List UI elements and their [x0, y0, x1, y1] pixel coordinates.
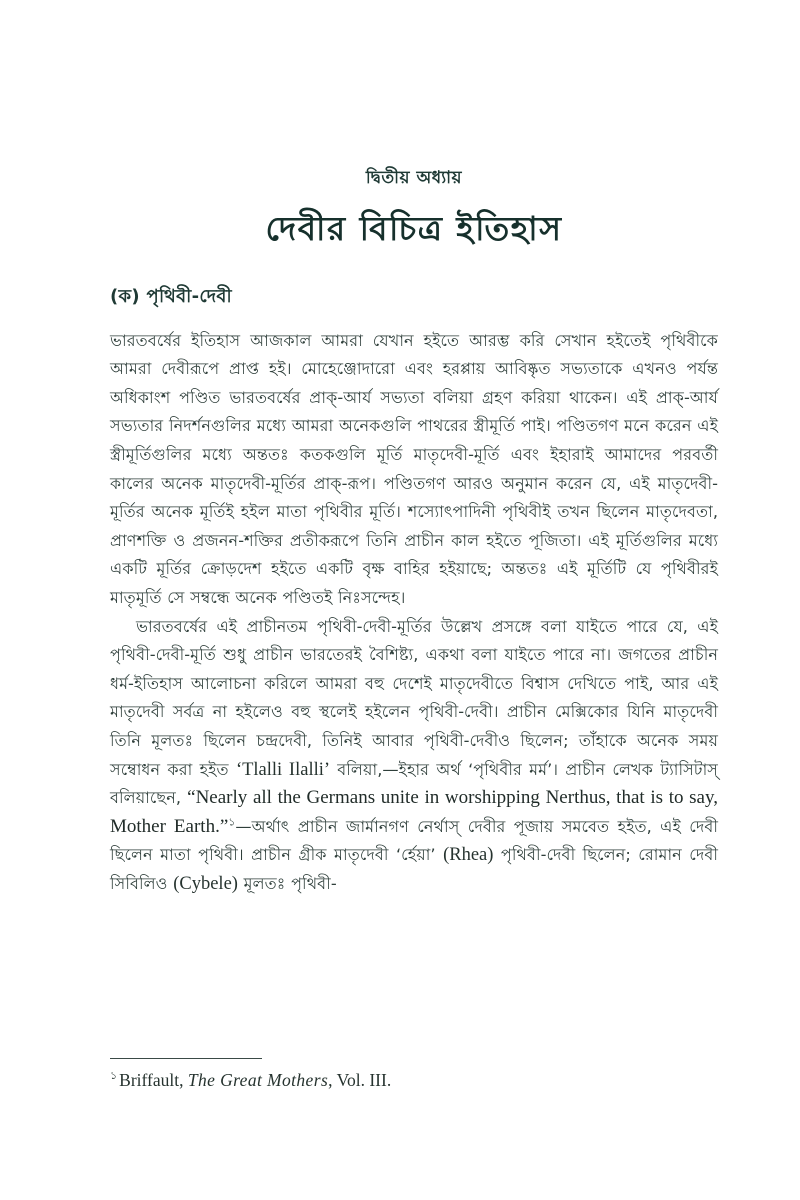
paragraph-1: ভারতবর্ষের ইতিহাস আজকাল আমরা যেখান হইতে আরম্ভ করি সেখান হইতেই পৃথিবীকে আমরা দেবীরূপে প্রাপ্ত হই। মোহেঞ্জোদারো এবং হরপ্পায় আবিষ্কৃত সভ্যতাকে এখনও পর্যন্ত অধিকাংশ পণ্ডিত ভারতবর্ষের প্রাক্-আর্য সভ্যতা বলিয়া গ্রহণ করিয়া থাকেন। এই প্রাক্-আর্য সভ্যতার নিদর্শনগুলির মধ্যে আমরা অনেকগুলি পাথরের স্ত্রীমূর্তি পাই। পণ্ডিতগণ মনে করেন এই স্ত্রীমূর্তিগুলির মধ্যে অন্ততঃ কতকগুলি মূর্তি মাতৃদেবী-মূর্তি এবং ইহারাই আমাদের পরবর্তী কালের অনেক মাতৃদেবী-মূর্তির প্রাক্-রূপ। পণ্ডিতগণ আরও অনুমান করেন যে, এই মাতৃদেবী-মূর্তির অনেক মূর্তিই হইল মাতা পৃথিবীর মূর্তি। শস্যোৎপাদিনী পৃথিবীই তখন ছিলেন মাতৃদেবতা, প্রাণশক্তি ও প্রজনন-শক্তির প্রতীকরূপে তিনি প্রাচীন কাল হইতে পূজিতা। এই মূর্তিগুলির মধ্যে একটি মূর্তির ক্রোড়দেশ হইতে একটি বৃক্ষ বাহির হইয়াছে; অন্ততঃ এই মূর্তিটি যে পৃথিবীরই মাতৃমূর্তি সে সম্বন্ধে অনেক পণ্ডিতই নিঃসন্দেহ।: [110, 330, 718, 607]
bengali-text-run: —অর্থাৎ প্রাচীন জার্মানগণ নের্থাস্ দেবীর পূজায় সমবেত হইত, এই দেবী ছিলেন মাতা পৃথিবী। প্রাচীন গ্রীক মাতৃদেবী ‘র্হেয়া’: [110, 816, 718, 865]
footnote-separator-rule: [110, 1058, 262, 1059]
bengali-text-run: ভারতবর্ষের এই প্রাচীনতম পৃথিবী-দেবী-মূর্তির উল্লেখ প্রসঙ্গে বলা যাইতে পারে যে, এই পৃথিবী-দেবী-মূর্তি শুধু প্রাচীন ভারতেরই বৈশিষ্ট্য, একথা বলা যাইতে পারে না। জগতের প্রাচীন ধর্ম-ইতিহাস আলোচনা করিলে আমরা বহু দেশেই মাতৃদেবীতে বিশ্বাস দেখিতে পাই, আর এই মাতৃদেবী সর্বত্র না হইলেও বহু স্থলেই হইলেন পৃথিবী-দেবী। প্রাচীন মেক্সিকোর যিনি মাতৃদেবী তিনি মূলতঃ ছিলেন চন্দ্রদেবী, তিনিই আবার পৃথিবী-দেবীও ছিলেন; তাঁহাকে অনেক সময় সম্বোধন করা হইত: [110, 616, 718, 779]
chapter-title: দেবীর বিচিত্র ইতিহাস: [265, 209, 563, 249]
footnote-volume: , Vol. III.: [328, 1070, 392, 1090]
english-quotation: “Nearly all the Germans unite in worshipping Nerthus, that is to say, Mother Earth.”: [110, 787, 718, 837]
inline-footnote-marker: ১: [228, 815, 236, 829]
chapter-label: দ্বিতীয় অধ্যায়: [365, 168, 463, 188]
footnote-area: [110, 1058, 718, 1092]
page-content: [110, 0, 718, 899]
footnote-text: [110, 1069, 718, 1092]
latin-term: ‘Tlalli Ilalli’: [235, 759, 331, 780]
bengali-text-run: বলিয়া,—ইহার অর্থ ‘পৃথিবীর মর্ম’। প্রাচীন লেখক ট্যাসিটাস্ বলিয়াছেন,: [110, 759, 718, 808]
bengali-text-run: পৃথিবী-দেবী ছিলেন; রোমান দেবী সিবিলিও: [110, 845, 718, 893]
footnote-title: The Great Mothers: [187, 1070, 329, 1090]
footnote-marker: ১: [110, 1069, 118, 1083]
latin-term: (Cybele): [173, 873, 238, 894]
body-text-block: [110, 313, 718, 899]
footnote-author: Briffault,: [119, 1070, 184, 1090]
bengali-text-run: মূলতঃ পৃথিবী-: [237, 873, 337, 893]
section-heading: (ক) পৃথিবী-দেবী: [110, 285, 232, 307]
latin-term: (Rhea): [443, 845, 494, 866]
paragraph-2: [110, 613, 718, 899]
